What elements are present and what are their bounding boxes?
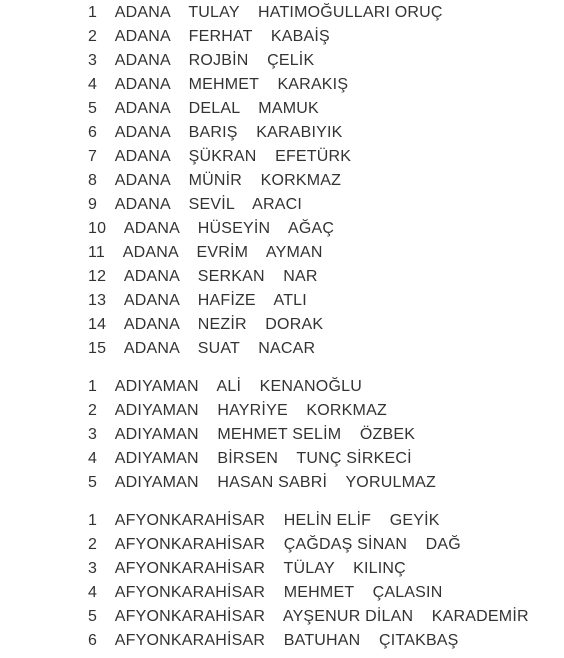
list-item: 4 ADIYAMAN BİRSEN TUNÇ SİRKECİ	[88, 450, 412, 467]
list-item: 2 AFYONKARAHİSAR ÇAĞDAŞ SİNAN DAĞ	[88, 536, 461, 553]
list-item: 14 ADANA NEZİR DORAK	[88, 316, 324, 333]
list-item: 2 ADANA FERHAT KABAİŞ	[88, 28, 330, 45]
list-item: 2 ADIYAMAN HAYRİYE KORKMAZ	[88, 402, 387, 419]
list-item: 1 AFYONKARAHİSAR HELİN ELİF GEYİK	[88, 512, 440, 529]
list-item: 8 ADANA MÜNİR KORKMAZ	[88, 172, 342, 189]
list-item: 7 ADANA ŞÜKRAN EFETÜRK	[88, 148, 352, 165]
list-item: 13 ADANA HAFİZE ATLI	[88, 292, 307, 309]
list-item: 5 ADIYAMAN HASAN SABRİ YORULMAZ	[88, 474, 436, 491]
list-item: 4 AFYONKARAHİSAR MEHMET ÇALASIN	[88, 584, 443, 601]
list-item: 3 ADIYAMAN MEHMET SELİM ÖZBEK	[88, 426, 416, 443]
list-item: 10 ADANA HÜSEYİN AĞAÇ	[88, 220, 335, 237]
list-item: 3 ADANA ROJBİN ÇELİK	[88, 52, 315, 69]
list-item: 6 AFYONKARAHİSAR BATUHAN ÇITAKBAŞ	[88, 632, 459, 649]
list-item: 11 ADANA EVRİM AYMAN	[88, 244, 323, 261]
list-item: 6 ADANA BARIŞ KARABIYIK	[88, 124, 343, 141]
list-item: 9 ADANA SEVİL ARACI	[88, 196, 302, 213]
list-item: 4 ADANA MEHMET KARAKIŞ	[88, 76, 349, 93]
list-item: 3 AFYONKARAHİSAR TÜLAY KILINÇ	[88, 560, 406, 577]
list-item: 5 AFYONKARAHİSAR AYŞENUR DİLAN KARADEMİR	[88, 608, 529, 625]
list-item: 5 ADANA DELAL MAMUK	[88, 100, 319, 117]
list-item: 1 ADANA TULAY HATIMOĞULLARI ORUÇ	[88, 4, 443, 21]
list-item: 1 ADIYAMAN ALİ KENANOĞLU	[88, 378, 362, 395]
list-item: 15 ADANA SUAT NACAR	[88, 340, 316, 357]
list-item: 12 ADANA SERKAN NAR	[88, 268, 318, 285]
